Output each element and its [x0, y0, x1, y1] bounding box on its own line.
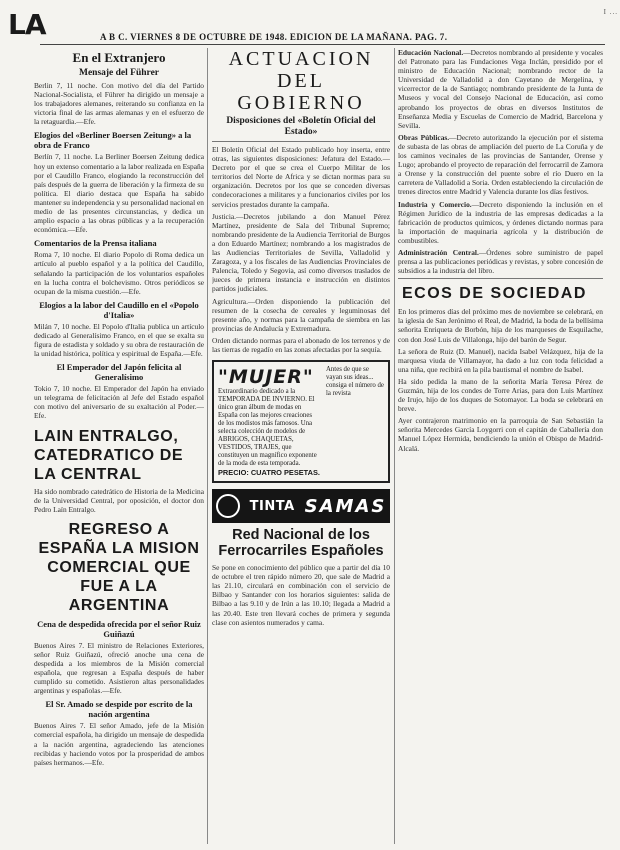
section-lead: Industria y Comercio. — [398, 199, 472, 209]
article-text: Educación Nacional.—Decretos nombrando al presidente y vocales del Patronato para las Fundaciones Vega Inclán, presidido por el ministro de Educación Nacional; nombrando rector de la Universidad de Valladolid a don Cayetano de Mergelina, y vicerrector de la de Santiago; nombrando presidente de la Junta de Museos y vocal del Consejo Nacional de Educación, así como aprobando los proyectos de obras en diversos Institutos de Enseñanza Media y Escuelas de Comercio de Madrid, Barcelona y Sevilla. — [398, 48, 603, 130]
article-text: Administración Central.—Órdenes sobre suministro de papel prensa a las publicaciones periódicas y revistas, y sobre concesión de subsidios a la industria del libro. — [398, 247, 603, 276]
headline-ecos-sociedad: ECOS DE SOCIEDAD — [402, 285, 587, 303]
article-text: Ayer contrajeron matrimonio en la parroquia de San Sebastián la señorita Mercedes García Loygorri con el capitán de Caballería don Manuel López Hermida, bendiciendo la unión el Obispo de Madrid-Alcalá. — [398, 416, 603, 453]
subhead-mensaje: Mensaje del Führer — [78, 68, 160, 78]
headline-japon: El Emperador del Japón felicita al Generalísimo — [56, 362, 182, 383]
article-text: La señora de Ruiz (D. Manuel), nacida Isabel Velázquez, hija de la marquesa viuda de Villamayor, ha dado a luz con toda felicidad a una niña, que recibirá en la pila bautismal el nombre de Isabel. — [398, 346, 603, 374]
corner-stamp: I ... — [603, 8, 618, 16]
article-text: Milán 7, 10 noche. El Popolo d'Italia publica un artículo dedicado al Generalísimo Franco, en el que se exalta su figura de estadista y soldado y su obra de restauración de la unidad histórica, política y espiritual de España.—Efe. — [34, 321, 204, 359]
mujer-body: Extraordinario dedicado a la TEMPORADA DE INVIERNO. El único gran álbum de modas en España con las mejores creaciones de los modistos más famosos. Una selecta colección de modelos de ABRIGOS, CHAQUETAS, VESTIDOS, TRAJES, que constituyen un magnífico exponente de la moda de esta temporada. — [218, 388, 317, 468]
headline-berliner: Elogios del «Berliner Boersen Zeitung» a la obra de Franco — [34, 130, 192, 151]
section-text: Órdenes sobre suministro de papel prensa a las publicaciones periódicas y revistas, y sobre concesión de subsidios a la industria del libro. — [398, 247, 603, 276]
article-text: Buenos Aires 7. El ministro de Relaciones Exteriores, señor Ruiz Guiñazú, ofreció anoche una cena de despedida a los miembros de la Misión comercial española, que regresan a España después de haber cumplido su cometido. Asistieron altas personalidades argentinas y españolas.—Efe. — [34, 640, 204, 696]
column-foreign-news — [34, 48, 204, 844]
divider — [398, 278, 603, 279]
article-text: Ha sido nombrado catedrático de Historia de la Medicina de la Universidad Central, por oposición, el doctor don Pedro Laín Entralgo. — [34, 486, 204, 514]
article-text: Obras Públicas.—Decreto autorizando la ejecución por el sistema de subasta de las obras de ampliación del puerto de La Coruña y de los caminos vecinales de las provincias de Santander, Orense y Lugo; aprobando el proyecto de reparación del ferrocarril de Zamora a Orense y la construcción del puente sobre el río Duero en la carretera de Valladolid a Soria. Orden estableciendo la circulación de trenes directos entre Madrid y Valencia durante los días festivos. — [398, 132, 603, 197]
headline-lain-entralgo: LAIN ENTRALGO, CATEDRATICO DE LA CENTRAL — [34, 427, 184, 483]
subhead-cena: Cena de despedida ofrecida por el señor Ruiz Guiñazú — [37, 618, 201, 639]
headline-renfe: Red Nacional de los Ferrocarriles Españoles — [218, 527, 384, 560]
section-text: Decretos nombrando al presidente y vocales del Patronato para las Fundaciones Vega Inclán, presidido por el ministro de Educación Nacional; nombrando rector de la Universidad de Valladolid a don Cayetano de Mergelina, y vicerrector de la de Santiago; nombrando presidente de la Junta de Museos y vocal del Consejo Nacional de Educación, así como aprobando los proyectos de obras en diversos Institutos de Enseñanza Media y Escuelas de Comercio de Madrid, Barcelona y Sevilla. — [398, 48, 603, 130]
article-text: Orden dictando normas para el abonado de los terrenos y de las tierras de regadío en las zonas afectadas por la sequía. — [212, 335, 390, 354]
article-text: Buenos Aires 7. El señor Amado, jefe de la Misión comercial española, ha dirigido un mensaje de despedida a la nación argentina, agradeciendo las atenciones recibidas y haciendo votos por la prosperidad de ambos países hermanos.—Efe. — [34, 721, 204, 767]
divider — [212, 141, 390, 142]
column-government — [212, 48, 390, 844]
column-rule — [394, 48, 395, 844]
top-rule — [40, 44, 605, 45]
ad-mujer — [212, 360, 390, 483]
article-text: En los primeros días del próximo mes de noviembre se celebrará, en la iglesia de San Jerónimo el Real, de Madrid, la boda de la bellísima señorita Enriqueta de Borbón, hija de los marqueses de Esquilache, con don José Luis de Villalonga, hijo del barón de Segur. — [398, 307, 603, 344]
article-text: El Boletín Oficial del Estado publicado hoy inserta, entre otras, las siguientes disposiciones: Jefatura del Estado.—Decreto por el que se crea el Cuerpo Militar de los territorios del Norte de Africa y se dictan normas para su organización. Decretos por los que se conceden diversas condecoraciones a militares y a funcionarios civiles por los servicios prestados durante la campaña. — [212, 145, 390, 209]
headline-popolo: Elogios a la labor del Caudillo en el «Popolo d'Italia» — [39, 299, 199, 320]
section-lead: Obras Públicas. — [398, 132, 450, 142]
section-logo: LA — [8, 8, 46, 41]
article-text: Justicia.—Decretos jubilando a don Manuel Pérez Martínez, presidente de Sala del Tribunal Supremo; nombrando presidente de la Audiencia Territorial de Burgos a don Eduardo Martínez; nombrando a los magistrados de las Audiencias Territoriales de Sevilla, Valladolid y Zaragoza, y a los fiscales de las Audiencias Provinciales de Palencia, Toledo y Segovia, así como diversos traslados de jueces de primera instancia e instrucción en distintos partidos judiciales. — [212, 211, 390, 294]
column-rule — [207, 48, 208, 844]
column-ministries — [398, 48, 603, 844]
article-text: Ha sido pedida la mano de la señorita María Teresa Pérez de Guzmán, hija de los condes de Torre Arias, para don Luis Martínez de Irujo, hijo de los duques de Sotomayor. La boda se celebrará en breve. — [398, 376, 603, 414]
running-head: A B C. VIERNES 8 DE OCTUBRE DE 1948. EDICION DE LA MAÑANA. PAG. 7. — [100, 32, 448, 42]
article-text: Agricultura.—Orden disponiendo la publicación del resumen de la cosecha de cereales y leguminosas del presente año, y normas para la campaña de siembra en las provincias de Andalucía y Extremadura. — [212, 296, 390, 333]
section-text: Decreto autorizando la ejecución por el sistema de subasta de las obras de ampliación del puerto de La Coruña y de los caminos vecinales de las provincias de Santander, Orense y Lugo; aprobando el proyecto de reparación del ferrocarril de Zamora a Orense y la construcción del puente sobre el río Duero en la carretera de Valladolid a Soria. Orden estableciendo la circulación de trenes directos entre Madrid y Valencia durante los días festivos. — [398, 132, 603, 197]
article-text: Industria y Comercio.—Decreto disponiendo la inclusión en el Régimen Jurídico de la industria de las empresas dedicadas a la fabricación de productos químicos, y órdenes dictando normas para la importación de maquinaria agrícola y la distribución de combustibles. — [398, 199, 603, 245]
mujer-tagline: Antes de que se vayan sus ideas... consiga el número de la revista — [326, 366, 384, 398]
section-lead: Administración Central. — [398, 247, 479, 257]
article-text: Roma 7, 10 noche. El diario Popolo di Roma dedica un artículo al pueblo español y a la política del Caudillo, señalando la participación de los voluntarios españoles en la lucha contra el bolchevismo. Otros periódicos se ocupan de la misma cuestión.—Efe. — [34, 250, 204, 296]
section-text: Decreto disponiendo la inclusión en el Régimen Jurídico de la industria de las empresas dedicadas a la fabricación de productos químicos, y órdenes dictando normas para la importación de maquinaria agrícola y la distribución de combustibles. — [398, 199, 603, 245]
mujer-logo: "MUJER" — [218, 366, 314, 389]
ad-tinta-samas — [212, 489, 390, 523]
subhead-boletin: Disposiciones del «Boletín Oficial del Estado» — [226, 116, 376, 137]
samas-word: SAMAS — [304, 495, 387, 517]
masthead — [0, 0, 620, 44]
mujer-price: PRECIO: CUATRO PESETAS. — [218, 468, 320, 478]
headline-prensa-italiana: Comentarios de la Prensa italiana — [34, 238, 157, 249]
headline-mision-comercial: REGRESO A ESPAÑA LA MISION COMERCIAL QUE FUE A LA ARGENTINA — [38, 520, 200, 614]
headline-extranjero: En el Extranjero — [72, 50, 166, 65]
article-text: Tokio 7, 10 noche. El Emperador del Japón ha enviado un telegrama de felicitación al Jefe del Estado español con motivo del aniversario de su exaltación al Poder.—Efe. — [34, 384, 204, 421]
article-text: Se pone en conocimiento del público que a partir del día 10 de octubre el tren rápido número 20, que sale de Madrid a las 21.10, circulará en combinación con el servicio de Bilbao y Santander con los horarios siguientes: salida de Bilbao a las 9.10 y de Irún a las 10.10; llegada a Madrid a las 20.40. Este tren llevará coches de primera y segunda clase con asientos numerados y cama. — [212, 563, 390, 627]
article-text: Berlin 7, 11 noche. Con motivo del día del Partido Nacional-Socialista, el Führer ha dirigido un mensaje a los trabajadores alemanes, reiterando su confianza en la victoria final de las armas alemanas y en el esfuerzo de la retaguardia.—Efe. — [34, 81, 204, 127]
headline-amado: El Sr. Amado se despide por escrito de la nación argentina — [45, 699, 193, 720]
headline-actuacion: ACTUACION DEL GOBIERNO — [228, 48, 374, 114]
tinta-word: TINTA — [249, 498, 295, 514]
ink-circle-icon — [216, 494, 240, 518]
section-lead: Educación Nacional. — [398, 48, 464, 57]
article-text: Berlín 7, 11 noche. La Berliner Boersen Zeitung dedica hoy un extenso comentario a la labor realizada en España por el Caudillo Franco, elogiando la reconstrucción del país después de la guerra de liberación y la firmeza de su política. El diario destaca que España ha sabido mantener su independencia y su personalidad nacional en medio de las presentes circunstancias, y dedica un amplio espacio a las obras públicas y a la recuperación económica.—Efe. — [34, 152, 204, 235]
